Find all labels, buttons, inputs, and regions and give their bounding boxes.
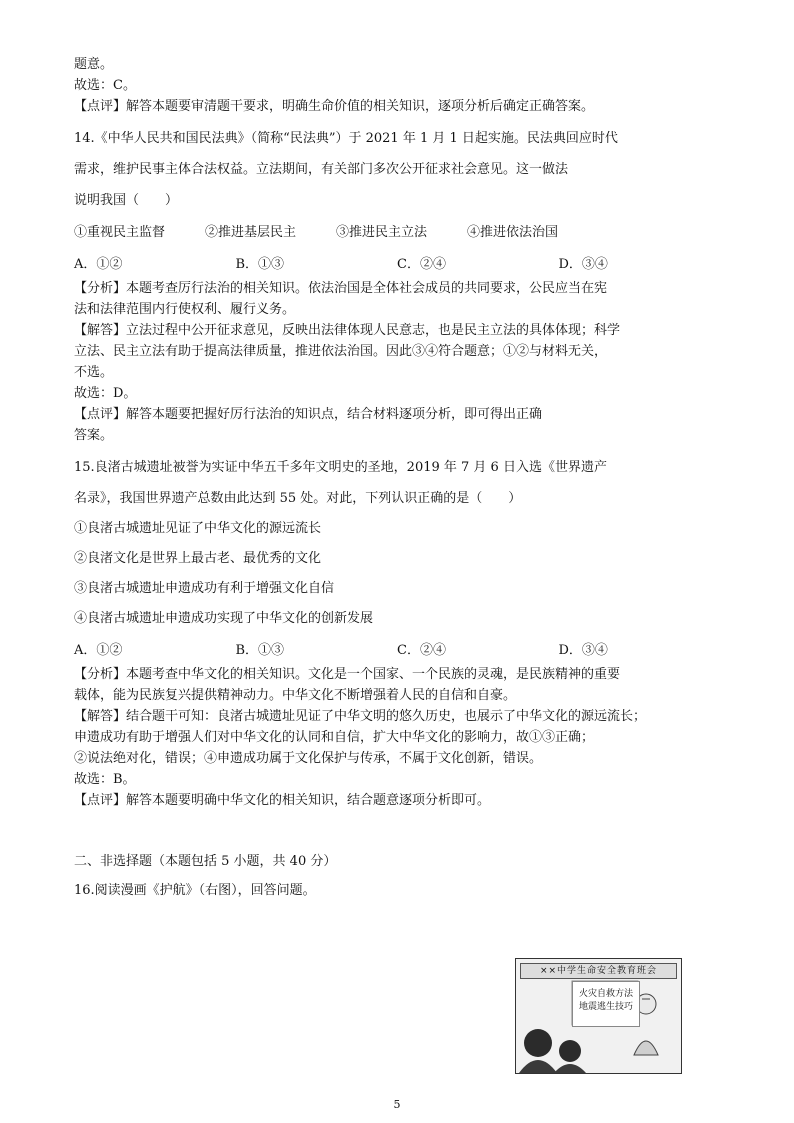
comic-board-line-1: 火灾自救方法: [578, 989, 633, 999]
q15-choice-d: D．③④: [558, 643, 608, 658]
q15-answer-choices: [74, 638, 720, 664]
question-14: [74, 123, 720, 446]
q15-choice: 故选：B。: [74, 772, 136, 787]
q15-choice-c: C．②④: [397, 643, 446, 658]
q14-option-3: ③推进民主立法: [336, 225, 428, 240]
q15-solution-line-3: ②说法绝对化，错误；④申遗成功属于文化保护与传承，不属于文化创新，错误。: [74, 751, 543, 766]
q15-analysis-line-1: 【分析】本题考查中华文化的相关知识。文化是一个国家、一个民族的灵魂，是民族精神的重要: [74, 667, 621, 682]
q15-option-2: ②良渚文化是世界上最古老、最优秀的文化: [74, 551, 322, 566]
q14-statement-options: [74, 218, 720, 248]
q15-option-4: ④良渚古城遗址申遗成功实现了中华文化的创新发展: [74, 611, 374, 626]
q15-option-1: ①良渚古城遗址见证了中华文化的源远流长: [74, 521, 322, 536]
q15-option-3: ③良渚古城遗址申遗成功有利于增强文化自信: [74, 581, 335, 596]
q14-solution-line-2: 立法、民主立法有助于提高法律质量，推进依法治国。因此③④符合题意；①②与材料无关，: [74, 344, 608, 359]
q15-analysis-line-2: 载体，能为民族复兴提供精神动力。中华文化不断增强着人民的自信和自豪。: [74, 688, 517, 703]
q15-solution-line-2: 申遗成功有助于增强人们对中华文化的认同和自信，扩大中华文化的影响力，故①③正确；: [74, 730, 595, 745]
q15-stem-line-2: 名录》，我国世界遗产总数由此达到 55 处。对此，下列认识正确的是（ ）: [74, 491, 522, 506]
comic-board: [572, 981, 640, 1027]
q14-choice-c: C．②④: [397, 257, 446, 272]
q14-choice-b: B．①③: [235, 257, 285, 272]
q14-solution-line-3: 不选。: [74, 365, 114, 380]
section-2-heading: 二、非选择题（本题包括 5 小题，共 40 分）: [74, 854, 337, 869]
comic-board-line-2: 地震逃生技巧: [578, 1002, 633, 1012]
comic-hu-hang: [515, 958, 682, 1074]
q14-comment-line-1: 【点评】解答本题要把握好厉行法治的知识点，结合材料逐项分析，即可得出正确: [74, 407, 543, 422]
prev-question-comment: 【点评】解答本题要审清题干要求，明确生命价值的相关知识，逐项分析后确定正确答案。: [74, 99, 595, 114]
q15-stem-line-1: 15.良渚古城遗址被誉为实证中华五千多年文明史的圣地，2019 年 7 月 6 日入选《世界遗产: [74, 460, 607, 475]
question-15: [74, 452, 720, 811]
prev-question-choice: 故选：C。: [74, 78, 136, 93]
q14-choice-a: A．①②: [74, 257, 123, 272]
page-number: 5: [393, 1098, 401, 1111]
q14-option-2: ②推进基层民主: [205, 225, 297, 240]
q14-option-1: ①重视民主监督: [74, 225, 166, 240]
q14-analysis-line-1: 【分析】本题考查厉行法治的相关知识。依法治国是全体社会成员的共同要求，公民应当在宪: [74, 281, 608, 296]
q14-analysis-line-2: 法和法律范围内行使权利、履行义务。: [74, 302, 296, 317]
q14-choice: 故选：D。: [74, 386, 137, 401]
question-16-stem: 16.阅读漫画《护航》（右图），回答问题。: [74, 883, 316, 898]
section-2: [74, 851, 720, 901]
q15-comment: 【点评】解答本题要明确中华文化的相关知识，结合题意逐项分析即可。: [74, 793, 491, 808]
q14-answer-choices: [74, 252, 720, 278]
q14-comment-line-2: 答案。: [74, 428, 114, 443]
q14-choice-d: D．③④: [558, 257, 608, 272]
q14-stem-line-2: 需求，维护民事主体合法权益。立法期间，有关部门多次公开征求社会意见。这一做法: [74, 162, 569, 177]
q14-stem-line-3: 说明我国（ ）: [74, 193, 179, 208]
q14-stem-line-1: 14.《中华人民共和国民法典》（简称“民法典”）于 2021 年 1 月 1 日起实施。民法典回应时代: [74, 131, 618, 146]
q14-option-4: ④推进依法治国: [467, 225, 559, 240]
section-spacer: [74, 811, 720, 851]
exam-page: [74, 54, 720, 901]
comic-banner: ××中学生命安全教育班会: [520, 963, 677, 979]
q15-solution-line-1: 【解答】结合题干可知：良渚古城遗址见证了中华文明的悠久历史，也展示了中华文化的源远流长；: [74, 709, 647, 724]
prev-question-ending: 题意。: [74, 57, 114, 72]
q15-choice-b: B．①③: [235, 643, 285, 658]
q15-choice-a: A．①②: [74, 643, 123, 658]
q14-solution-line-1: 【解答】立法过程中公开征求意见，反映出法律体现人民意志，也是民主立法的具体体现；科学: [74, 323, 621, 338]
